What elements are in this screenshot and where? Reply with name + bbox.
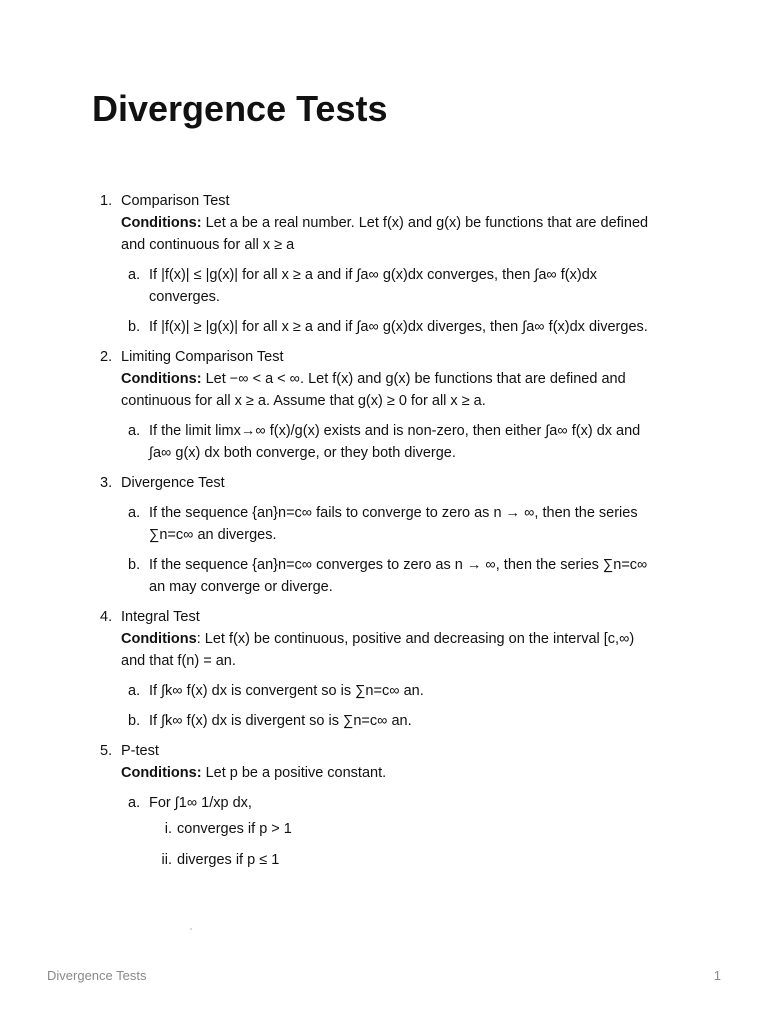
document-body <box>98 190 658 880</box>
item-letter: b. <box>128 557 141 573</box>
test-list <box>98 190 658 871</box>
conditions-paragraph <box>121 368 658 412</box>
test-item <box>121 420 658 464</box>
item-text: For ∫1∞ 1/xp dx, <box>149 795 252 811</box>
item-list <box>121 420 658 464</box>
item-text: If ∫k∞ f(x) dx is divergent so is ∑n=c∞ an. <box>149 713 412 729</box>
sub-item-text: converges if p > 1 <box>177 821 292 837</box>
section-number: 1. <box>100 193 113 209</box>
test-section <box>98 740 658 871</box>
item-text: If the limit limx→∞ f(x)/g(x) exists and is non-zero, then either ∫a∞ f(x) dx and ∫a∞ g(x) dx both converge, or they both diverge. <box>149 423 641 461</box>
item-text: If the sequence {an}n=c∞ fails to converge to zero as n → ∞, then the series ∑n=c∞ an diverges. <box>149 505 638 543</box>
test-section <box>98 190 658 338</box>
conditions-text: Let p be a positive constant. <box>201 765 387 781</box>
section-title: Comparison Test <box>121 193 230 209</box>
test-item <box>121 792 658 871</box>
sub-item <box>149 818 658 840</box>
conditions-label: Conditions: <box>121 371 202 387</box>
conditions-paragraph <box>121 762 658 784</box>
page-title: Divergence Tests <box>92 88 388 129</box>
test-section <box>98 606 658 732</box>
item-list <box>121 792 658 871</box>
item-letter: a. <box>128 683 141 699</box>
sub-item-numeral: i. <box>164 821 172 837</box>
test-item <box>121 316 658 338</box>
item-list <box>121 264 658 338</box>
item-letter: b. <box>128 319 141 335</box>
conditions-text: Let a be a real number. Let f(x) and g(x) be functions that are defined and continuous for all x ≥ a <box>121 215 649 253</box>
item-letter: a. <box>128 423 141 439</box>
test-item <box>121 680 658 702</box>
conditions-text: Let −∞ < a < ∞. Let f(x) and g(x) be functions that are defined and continuous for all x ≥ a. Assume that g(x) ≥ 0 for all x ≥ a. <box>121 371 626 409</box>
item-list <box>121 502 658 598</box>
conditions-label: Conditions: <box>121 215 202 231</box>
section-number: 3. <box>100 475 113 491</box>
section-title: Divergence Test <box>121 475 225 491</box>
item-letter: a. <box>128 505 141 521</box>
conditions-paragraph <box>121 628 658 672</box>
conditions-label: Conditions: <box>121 765 202 781</box>
item-letter: a. <box>128 267 141 283</box>
test-item <box>121 554 658 598</box>
item-letter: a. <box>128 795 141 811</box>
item-text: If the sequence {an}n=c∞ converges to zero as n → ∞, then the series ∑n=c∞ an may converge or diverge. <box>149 557 648 595</box>
conditions-text: : Let f(x) be continuous, positive and decreasing on the interval [c,∞) and that f(n) = an. <box>121 631 635 669</box>
item-text: If |f(x)| ≥ |g(x)| for all x ≥ a and if ∫a∞ g(x)dx diverges, then ∫a∞ f(x)dx diverges. <box>149 319 648 335</box>
stray-mark <box>190 928 192 930</box>
conditions-paragraph <box>121 212 658 256</box>
sub-item-list <box>149 818 658 871</box>
sub-item <box>149 849 658 871</box>
section-number: 2. <box>100 349 113 365</box>
item-list <box>121 680 658 732</box>
test-section <box>98 472 658 598</box>
test-section <box>98 346 658 464</box>
sub-item-text: diverges if p ≤ 1 <box>177 852 280 868</box>
test-item <box>121 264 658 308</box>
item-text: If |f(x)| ≤ |g(x)| for all x ≥ a and if ∫a∞ g(x)dx converges, then ∫a∞ f(x)dx converges. <box>149 267 598 305</box>
section-title: Limiting Comparison Test <box>121 349 284 365</box>
item-letter: b. <box>128 713 141 729</box>
test-item <box>121 502 658 546</box>
section-number: 5. <box>100 743 113 759</box>
footer-title: Divergence Tests <box>47 968 147 983</box>
test-item <box>121 710 658 732</box>
item-text: If ∫k∞ f(x) dx is convergent so is ∑n=c∞ an. <box>149 683 424 699</box>
section-title: P-test <box>121 743 159 759</box>
section-number: 4. <box>100 609 113 625</box>
section-title: Integral Test <box>121 609 200 625</box>
page-number: 1 <box>713 968 721 983</box>
sub-item-numeral: ii. <box>161 852 172 868</box>
conditions-label: Conditions <box>121 631 197 647</box>
